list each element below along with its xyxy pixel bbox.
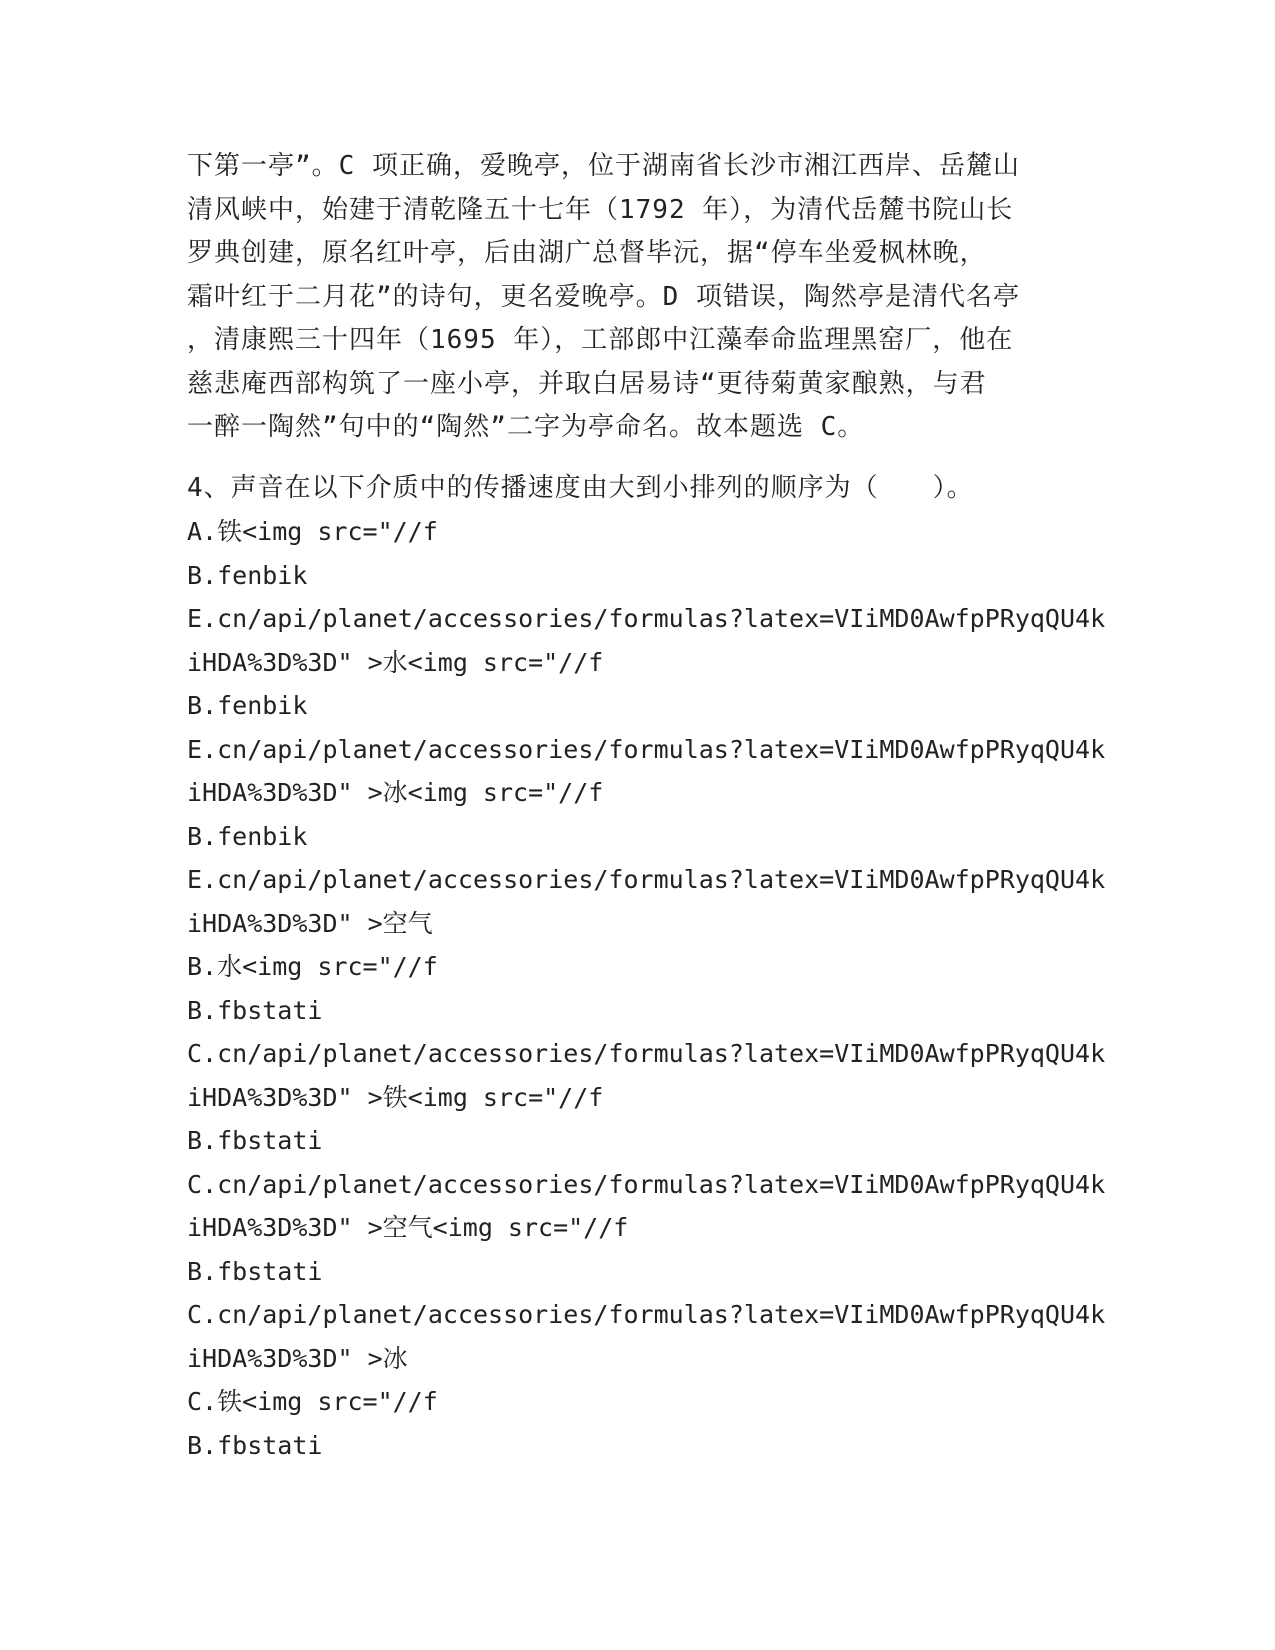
option-line: iHDA%3D%3D" >空气<img src="//f: [187, 1213, 629, 1242]
question-4: [187, 467, 1106, 1468]
question-options: [187, 510, 1106, 1467]
option-line: E.cn/api/planet/accessories/formulas?latex=VIiMD0AwfpPRyqQU4k: [187, 734, 1106, 764]
explanation-line: 一醉一陶然”句中的“陶然”二字为亭命名。故本题选 C。: [187, 412, 865, 442]
option-line: B.fbstati: [187, 995, 323, 1025]
option-line: iHDA%3D%3D" >空气: [187, 908, 433, 938]
explanation-line: 慈悲庵西部构筑了一座小亭，并取白居易诗“更待菊黄家酿熟，与君: [187, 368, 987, 399]
option-line: B.fbstati: [187, 1430, 323, 1460]
option-line: B.fenbik: [187, 821, 308, 851]
question-stem: 4、声音在以下介质中的传播速度由大到小排列的顺序为（ ）。: [187, 472, 974, 503]
explanation-line: ，清康熙三十四年（1695 年），工部郎中江藻奉命监理黑窑厂，他在: [187, 325, 1014, 355]
option-line: C.铁<img src="//f: [187, 1387, 438, 1416]
option-line: iHDA%3D%3D" >铁<img src="//f: [187, 1082, 604, 1112]
option-line: iHDA%3D%3D" >水<img src="//f: [187, 647, 604, 677]
option-line: B.水<img src="//f: [187, 952, 438, 981]
option-line: A.铁<img src="//f: [187, 517, 438, 546]
option-line: iHDA%3D%3D" >冰: [187, 1343, 408, 1373]
answer-explanation: [187, 145, 1087, 450]
explanation-line: 霜叶红于二月花”的诗句，更名爱晚亭。D 项错误，陶然亭是清代名亭: [187, 281, 1020, 312]
option-line: iHDA%3D%3D" >冰<img src="//f: [187, 778, 604, 807]
option-line: C.cn/api/planet/accessories/formulas?latex=VIiMD0AwfpPRyqQU4k: [187, 1169, 1106, 1199]
option-line: C.cn/api/planet/accessories/formulas?latex=VIiMD0AwfpPRyqQU4k: [187, 1300, 1106, 1329]
page-content: [187, 145, 1106, 1467]
explanation-line: 罗典创建，原名红叶亭，后由湖广总督毕沅，据“停车坐爱枫林晚，: [187, 238, 987, 268]
option-line: C.cn/api/planet/accessories/formulas?latex=VIiMD0AwfpPRyqQU4k: [187, 1039, 1106, 1068]
option-line: E.cn/api/planet/accessories/formulas?latex=VIiMD0AwfpPRyqQU4k: [187, 604, 1106, 633]
explanation-line: 下第一亭”。C 项正确，爱晚亭，位于湖南省长沙市湘江西岸、岳麓山: [187, 151, 1020, 181]
option-line: B.fenbik: [187, 560, 308, 590]
option-line: B.fenbik: [187, 691, 308, 720]
option-line: B.fbstati: [187, 1256, 323, 1286]
explanation-line: 清风峡中，始建于清乾隆五十七年（1792 年），为清代岳麓书院山长: [187, 194, 1014, 225]
option-line: B.fbstati: [187, 1126, 323, 1155]
option-line: E.cn/api/planet/accessories/formulas?latex=VIiMD0AwfpPRyqQU4k: [187, 865, 1106, 894]
